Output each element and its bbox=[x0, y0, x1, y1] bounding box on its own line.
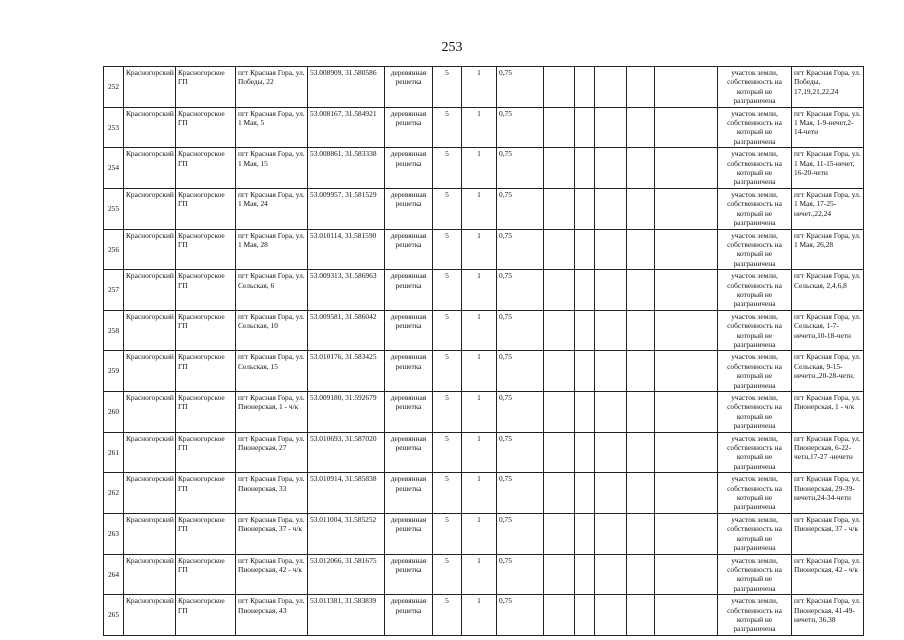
served-addresses-cell: пгт Красная Гора, ул. 1 Мая, 26,28 bbox=[792, 229, 864, 270]
land-owner-cell: участок земли, собственность на который не разграничена bbox=[718, 229, 792, 270]
empty-cell bbox=[544, 67, 575, 108]
empty-cell bbox=[627, 148, 655, 189]
served-addresses-cell: пгт Красная Гора, ул. Пионерская, 42 - ч/к bbox=[792, 554, 864, 595]
area-cell: 5 bbox=[433, 229, 462, 270]
empty-cell bbox=[544, 595, 575, 636]
empty-cell bbox=[575, 392, 595, 433]
row-number: 256 bbox=[104, 229, 124, 270]
coordinates-cell: 53.009180, 31.592679 bbox=[308, 392, 385, 433]
empty-cell bbox=[575, 513, 595, 554]
container-volume-cell: 0,75 bbox=[497, 432, 544, 473]
empty-cell bbox=[595, 67, 627, 108]
settlement-cell: Красногорское ГП bbox=[176, 107, 236, 148]
coordinates-cell: 53.008167, 31.584921 bbox=[308, 107, 385, 148]
settlement-cell: Красногорское ГП bbox=[176, 513, 236, 554]
served-addresses-cell: пгт Красная Гора, ул. Победы, 17,19,21,22,24 bbox=[792, 67, 864, 108]
empty-cell bbox=[627, 432, 655, 473]
empty-cell bbox=[595, 270, 627, 311]
empty-cell bbox=[595, 392, 627, 433]
empty-cell bbox=[655, 270, 718, 311]
container-count-cell: 1 bbox=[462, 148, 497, 189]
surface-type-cell: деревянная решетка bbox=[385, 107, 433, 148]
table-row bbox=[104, 229, 864, 270]
area-cell: 5 bbox=[433, 270, 462, 311]
district-cell: Красногорский bbox=[124, 513, 176, 554]
surface-type-cell: деревянная решетка bbox=[385, 188, 433, 229]
land-owner-cell: участок земли, собственность на который не разграничена bbox=[718, 513, 792, 554]
land-owner-cell: участок земли, собственность на который не разграничена bbox=[718, 148, 792, 189]
empty-cell bbox=[627, 229, 655, 270]
area-cell: 5 bbox=[433, 148, 462, 189]
settlement-cell: Красногорское ГП bbox=[176, 188, 236, 229]
empty-cell bbox=[655, 310, 718, 351]
container-volume-cell: 0,75 bbox=[497, 392, 544, 433]
land-owner-cell: участок земли, собственность на который не разграничена bbox=[718, 67, 792, 108]
land-owner-cell: участок земли, собственность на который не разграничена bbox=[718, 554, 792, 595]
container-count-cell: 1 bbox=[462, 310, 497, 351]
coordinates-cell: 53.010114, 31.581590 bbox=[308, 229, 385, 270]
empty-cell bbox=[595, 107, 627, 148]
empty-cell bbox=[575, 148, 595, 189]
table-row bbox=[104, 188, 864, 229]
container-count-cell: 1 bbox=[462, 554, 497, 595]
empty-cell bbox=[544, 229, 575, 270]
empty-cell bbox=[655, 392, 718, 433]
empty-cell bbox=[595, 188, 627, 229]
address-cell: пгт Красная Гора, ул. Сельская, 10 bbox=[236, 310, 308, 351]
table-row bbox=[104, 432, 864, 473]
container-volume-cell: 0,75 bbox=[497, 229, 544, 270]
address-cell: пгт Красная Гора, ул. Пионерская, 43 bbox=[236, 595, 308, 636]
row-number: 253 bbox=[104, 107, 124, 148]
settlement-cell: Красногорское ГП bbox=[176, 270, 236, 311]
empty-cell bbox=[575, 473, 595, 514]
settlement-cell: Красногорское ГП bbox=[176, 148, 236, 189]
district-cell: Красногорский bbox=[124, 67, 176, 108]
empty-cell bbox=[595, 229, 627, 270]
district-cell: Красногорский bbox=[124, 148, 176, 189]
empty-cell bbox=[544, 188, 575, 229]
row-number: 259 bbox=[104, 351, 124, 392]
empty-cell bbox=[544, 473, 575, 514]
table-row bbox=[104, 310, 864, 351]
coordinates-cell: 53.011004, 31.585252 bbox=[308, 513, 385, 554]
empty-cell bbox=[544, 554, 575, 595]
container-volume-cell: 0,75 bbox=[497, 67, 544, 108]
empty-cell bbox=[655, 595, 718, 636]
coordinates-cell: 53.009581, 31.586042 bbox=[308, 310, 385, 351]
served-addresses-cell: пгт Красная Гора, ул. Пионерская, 6-22-четн,17-27 -нечетн bbox=[792, 432, 864, 473]
container-volume-cell: 0,75 bbox=[497, 513, 544, 554]
empty-cell bbox=[655, 513, 718, 554]
empty-cell bbox=[544, 148, 575, 189]
surface-type-cell: деревянная решетка bbox=[385, 432, 433, 473]
surface-type-cell: деревянная решетка bbox=[385, 392, 433, 433]
surface-type-cell: деревянная решетка bbox=[385, 229, 433, 270]
empty-cell bbox=[627, 270, 655, 311]
coordinates-cell: 53.008861, 31.583338 bbox=[308, 148, 385, 189]
area-cell: 5 bbox=[433, 351, 462, 392]
container-count-cell: 1 bbox=[462, 107, 497, 148]
empty-cell bbox=[595, 513, 627, 554]
address-cell: пгт Красная Гора, ул. Пионерская, 42 - ч/к bbox=[236, 554, 308, 595]
empty-cell bbox=[544, 513, 575, 554]
table-row bbox=[104, 473, 864, 514]
container-volume-cell: 0,75 bbox=[497, 554, 544, 595]
coordinates-cell: 53.010176, 31.583425 bbox=[308, 351, 385, 392]
coordinates-cell: 53.009957, 31.581529 bbox=[308, 188, 385, 229]
table-row bbox=[104, 351, 864, 392]
district-cell: Красногорский bbox=[124, 392, 176, 433]
settlement-cell: Красногорское ГП bbox=[176, 392, 236, 433]
coordinates-cell: 53.010914, 31.585838 bbox=[308, 473, 385, 514]
settlement-cell: Красногорское ГП bbox=[176, 229, 236, 270]
table-row bbox=[104, 595, 864, 636]
row-number: 255 bbox=[104, 188, 124, 229]
address-cell: пгт Красная Гора, ул. Сельская, 15 bbox=[236, 351, 308, 392]
container-volume-cell: 0,75 bbox=[497, 270, 544, 311]
container-volume-cell: 0,75 bbox=[497, 473, 544, 514]
empty-cell bbox=[575, 554, 595, 595]
address-cell: пгт Красная Гора, ул. Пионерская, 37 - ч/к bbox=[236, 513, 308, 554]
coordinates-cell: 53.011381, 31.583839 bbox=[308, 595, 385, 636]
table-row bbox=[104, 270, 864, 311]
area-cell: 5 bbox=[433, 473, 462, 514]
container-count-cell: 1 bbox=[462, 67, 497, 108]
settlement-cell: Красногорское ГП bbox=[176, 432, 236, 473]
area-cell: 5 bbox=[433, 107, 462, 148]
land-owner-cell: участок земли, собственность на который не разграничена bbox=[718, 392, 792, 433]
empty-cell bbox=[544, 392, 575, 433]
container-volume-cell: 0,75 bbox=[497, 595, 544, 636]
district-cell: Красногорский bbox=[124, 188, 176, 229]
row-number: 260 bbox=[104, 392, 124, 433]
empty-cell bbox=[595, 473, 627, 514]
empty-cell bbox=[655, 554, 718, 595]
container-count-cell: 1 bbox=[462, 188, 497, 229]
district-cell: Красногорский bbox=[124, 432, 176, 473]
container-volume-cell: 0,75 bbox=[497, 107, 544, 148]
address-cell: пгт Красная Гора, ул. 1 Мая, 28 bbox=[236, 229, 308, 270]
empty-cell bbox=[627, 351, 655, 392]
empty-cell bbox=[627, 188, 655, 229]
empty-cell bbox=[595, 148, 627, 189]
area-cell: 5 bbox=[433, 67, 462, 108]
surface-type-cell: деревянная решетка bbox=[385, 513, 433, 554]
land-owner-cell: участок земли, собственность на который не разграничена bbox=[718, 595, 792, 636]
district-cell: Красногорский bbox=[124, 229, 176, 270]
surface-type-cell: деревянная решетка bbox=[385, 310, 433, 351]
row-number: 252 bbox=[104, 67, 124, 108]
settlement-cell: Красногорское ГП bbox=[176, 67, 236, 108]
surface-type-cell: деревянная решетка bbox=[385, 270, 433, 311]
district-cell: Красногорский bbox=[124, 310, 176, 351]
empty-cell bbox=[655, 432, 718, 473]
empty-cell bbox=[655, 148, 718, 189]
coordinates-cell: 53.012066, 31.581675 bbox=[308, 554, 385, 595]
row-number: 265 bbox=[104, 595, 124, 636]
address-cell: пгт Красная Гора, ул. Пионерская, 33 bbox=[236, 473, 308, 514]
area-cell: 5 bbox=[433, 595, 462, 636]
empty-cell bbox=[544, 107, 575, 148]
surface-type-cell: деревянная решетка bbox=[385, 595, 433, 636]
container-count-cell: 1 bbox=[462, 229, 497, 270]
empty-cell bbox=[595, 554, 627, 595]
row-number: 254 bbox=[104, 148, 124, 189]
address-cell: пгт Красная Гора, ул. 1 Мая, 24 bbox=[236, 188, 308, 229]
registry-table bbox=[103, 66, 864, 636]
row-number: 262 bbox=[104, 473, 124, 514]
empty-cell bbox=[655, 229, 718, 270]
district-cell: Красногорский bbox=[124, 473, 176, 514]
container-count-cell: 1 bbox=[462, 270, 497, 311]
settlement-cell: Красногорское ГП bbox=[176, 310, 236, 351]
empty-cell bbox=[627, 107, 655, 148]
empty-cell bbox=[627, 554, 655, 595]
empty-cell bbox=[575, 432, 595, 473]
page-number: 253 bbox=[441, 40, 463, 55]
settlement-cell: Красногорское ГП bbox=[176, 351, 236, 392]
empty-cell bbox=[627, 392, 655, 433]
table-row bbox=[104, 554, 864, 595]
empty-cell bbox=[655, 67, 718, 108]
empty-cell bbox=[627, 67, 655, 108]
container-count-cell: 1 bbox=[462, 513, 497, 554]
served-addresses-cell: пгт Красная Гора, ул. Сельская, 9-15-нечетн.,20-28-четн. bbox=[792, 351, 864, 392]
address-cell: пгт Красная Гора, ул. 1 Мая, 15 bbox=[236, 148, 308, 189]
surface-type-cell: деревянная решетка bbox=[385, 554, 433, 595]
area-cell: 5 bbox=[433, 310, 462, 351]
empty-cell bbox=[544, 432, 575, 473]
surface-type-cell: деревянная решетка bbox=[385, 473, 433, 514]
land-owner-cell: участок земли, собственность на который не разграничена bbox=[718, 107, 792, 148]
settlement-cell: Красногорское ГП bbox=[176, 473, 236, 514]
land-owner-cell: участок земли, собственность на который не разграничена bbox=[718, 310, 792, 351]
empty-cell bbox=[627, 473, 655, 514]
coordinates-cell: 53.009313, 31.586963 bbox=[308, 270, 385, 311]
container-count-cell: 1 bbox=[462, 473, 497, 514]
area-cell: 5 bbox=[433, 188, 462, 229]
served-addresses-cell: пгт Красная Гора, ул. Пионерская, 29-39-нечетн,24-34-четн bbox=[792, 473, 864, 514]
district-cell: Красногорский bbox=[124, 554, 176, 595]
district-cell: Красногорский bbox=[124, 270, 176, 311]
coordinates-cell: 53.008909, 31.580586 bbox=[308, 67, 385, 108]
empty-cell bbox=[595, 310, 627, 351]
district-cell: Красногорский bbox=[124, 595, 176, 636]
area-cell: 5 bbox=[433, 554, 462, 595]
empty-cell bbox=[627, 595, 655, 636]
coordinates-cell: 53.010693, 31.587020 bbox=[308, 432, 385, 473]
empty-cell bbox=[575, 107, 595, 148]
empty-cell bbox=[575, 270, 595, 311]
empty-cell bbox=[595, 595, 627, 636]
area-cell: 5 bbox=[433, 432, 462, 473]
served-addresses-cell: пгт Красная Гора, ул. Сельская, 2,4,6,8 bbox=[792, 270, 864, 311]
empty-cell bbox=[575, 310, 595, 351]
district-cell: Красногорский bbox=[124, 351, 176, 392]
land-owner-cell: участок земли, собственность на который не разграничена bbox=[718, 432, 792, 473]
row-number: 261 bbox=[104, 432, 124, 473]
container-volume-cell: 0,75 bbox=[497, 148, 544, 189]
address-cell: пгт Красная Гора, ул. Сельская, 6 bbox=[236, 270, 308, 311]
district-cell: Красногорский bbox=[124, 107, 176, 148]
empty-cell bbox=[544, 351, 575, 392]
address-cell: пгт Красная Гора, ул. Пионерская, 27 bbox=[236, 432, 308, 473]
surface-type-cell: деревянная решетка bbox=[385, 67, 433, 108]
empty-cell bbox=[655, 351, 718, 392]
table-row bbox=[104, 513, 864, 554]
empty-cell bbox=[627, 513, 655, 554]
surface-type-cell: деревянная решетка bbox=[385, 148, 433, 189]
settlement-cell: Красногорское ГП bbox=[176, 554, 236, 595]
row-number: 263 bbox=[104, 513, 124, 554]
container-volume-cell: 0,75 bbox=[497, 188, 544, 229]
registry-rows bbox=[104, 67, 864, 636]
table-row bbox=[104, 148, 864, 189]
container-count-cell: 1 bbox=[462, 351, 497, 392]
land-owner-cell: участок земли, собственность на который не разграничена bbox=[718, 188, 792, 229]
empty-cell bbox=[627, 310, 655, 351]
container-count-cell: 1 bbox=[462, 392, 497, 433]
address-cell: пгт Красная Гора, ул. Победы, 22 bbox=[236, 67, 308, 108]
row-number: 258 bbox=[104, 310, 124, 351]
area-cell: 5 bbox=[433, 392, 462, 433]
empty-cell bbox=[544, 310, 575, 351]
served-addresses-cell: пгт Красная Гора, ул. Сельская, 1-7-нечетн,10-18-четн bbox=[792, 310, 864, 351]
served-addresses-cell: пгт Красная Гора, ул. Пионерская, 37 - ч/к bbox=[792, 513, 864, 554]
address-cell: пгт Красная Гора, ул. Пионерская, 1 - ч/к bbox=[236, 392, 308, 433]
container-volume-cell: 0,75 bbox=[497, 351, 544, 392]
row-number: 264 bbox=[104, 554, 124, 595]
table-row bbox=[104, 107, 864, 148]
row-number: 257 bbox=[104, 270, 124, 311]
land-owner-cell: участок земли, собственность на который не разграничена bbox=[718, 473, 792, 514]
empty-cell bbox=[655, 473, 718, 514]
served-addresses-cell: пгт Красная Гора, ул. 1 Мая, 1-9-нечет,2-14-четн bbox=[792, 107, 864, 148]
empty-cell bbox=[595, 432, 627, 473]
empty-cell bbox=[544, 270, 575, 311]
empty-cell bbox=[595, 351, 627, 392]
area-cell: 5 bbox=[433, 513, 462, 554]
container-count-cell: 1 bbox=[462, 432, 497, 473]
empty-cell bbox=[575, 67, 595, 108]
served-addresses-cell: пгт Красная Гора, ул. Пионерская, 1 - ч/к bbox=[792, 392, 864, 433]
settlement-cell: Красногорское ГП bbox=[176, 595, 236, 636]
empty-cell bbox=[575, 351, 595, 392]
empty-cell bbox=[575, 595, 595, 636]
land-owner-cell: участок земли, собственность на который не разграничена bbox=[718, 270, 792, 311]
land-owner-cell: участок земли, собственность на который не разграничена bbox=[718, 351, 792, 392]
empty-cell bbox=[575, 229, 595, 270]
served-addresses-cell: пгт Красная Гора, ул. Пионерская, 41-49-нечетн, 36,38 bbox=[792, 595, 864, 636]
table-row bbox=[104, 67, 864, 108]
container-volume-cell: 0,75 bbox=[497, 310, 544, 351]
served-addresses-cell: пгт Красная Гора, ул. 1 Мая, 17-25-нечет.,22,24 bbox=[792, 188, 864, 229]
empty-cell bbox=[575, 188, 595, 229]
table-row bbox=[104, 392, 864, 433]
served-addresses-cell: пгт Красная Гора, ул. 1 Мая, 11-15-нечет, 16-20-четн bbox=[792, 148, 864, 189]
address-cell: пгт Красная Гора, ул. 1 Мая, 5 bbox=[236, 107, 308, 148]
empty-cell bbox=[655, 107, 718, 148]
surface-type-cell: деревянная решетка bbox=[385, 351, 433, 392]
empty-cell bbox=[655, 188, 718, 229]
container-count-cell: 1 bbox=[462, 595, 497, 636]
